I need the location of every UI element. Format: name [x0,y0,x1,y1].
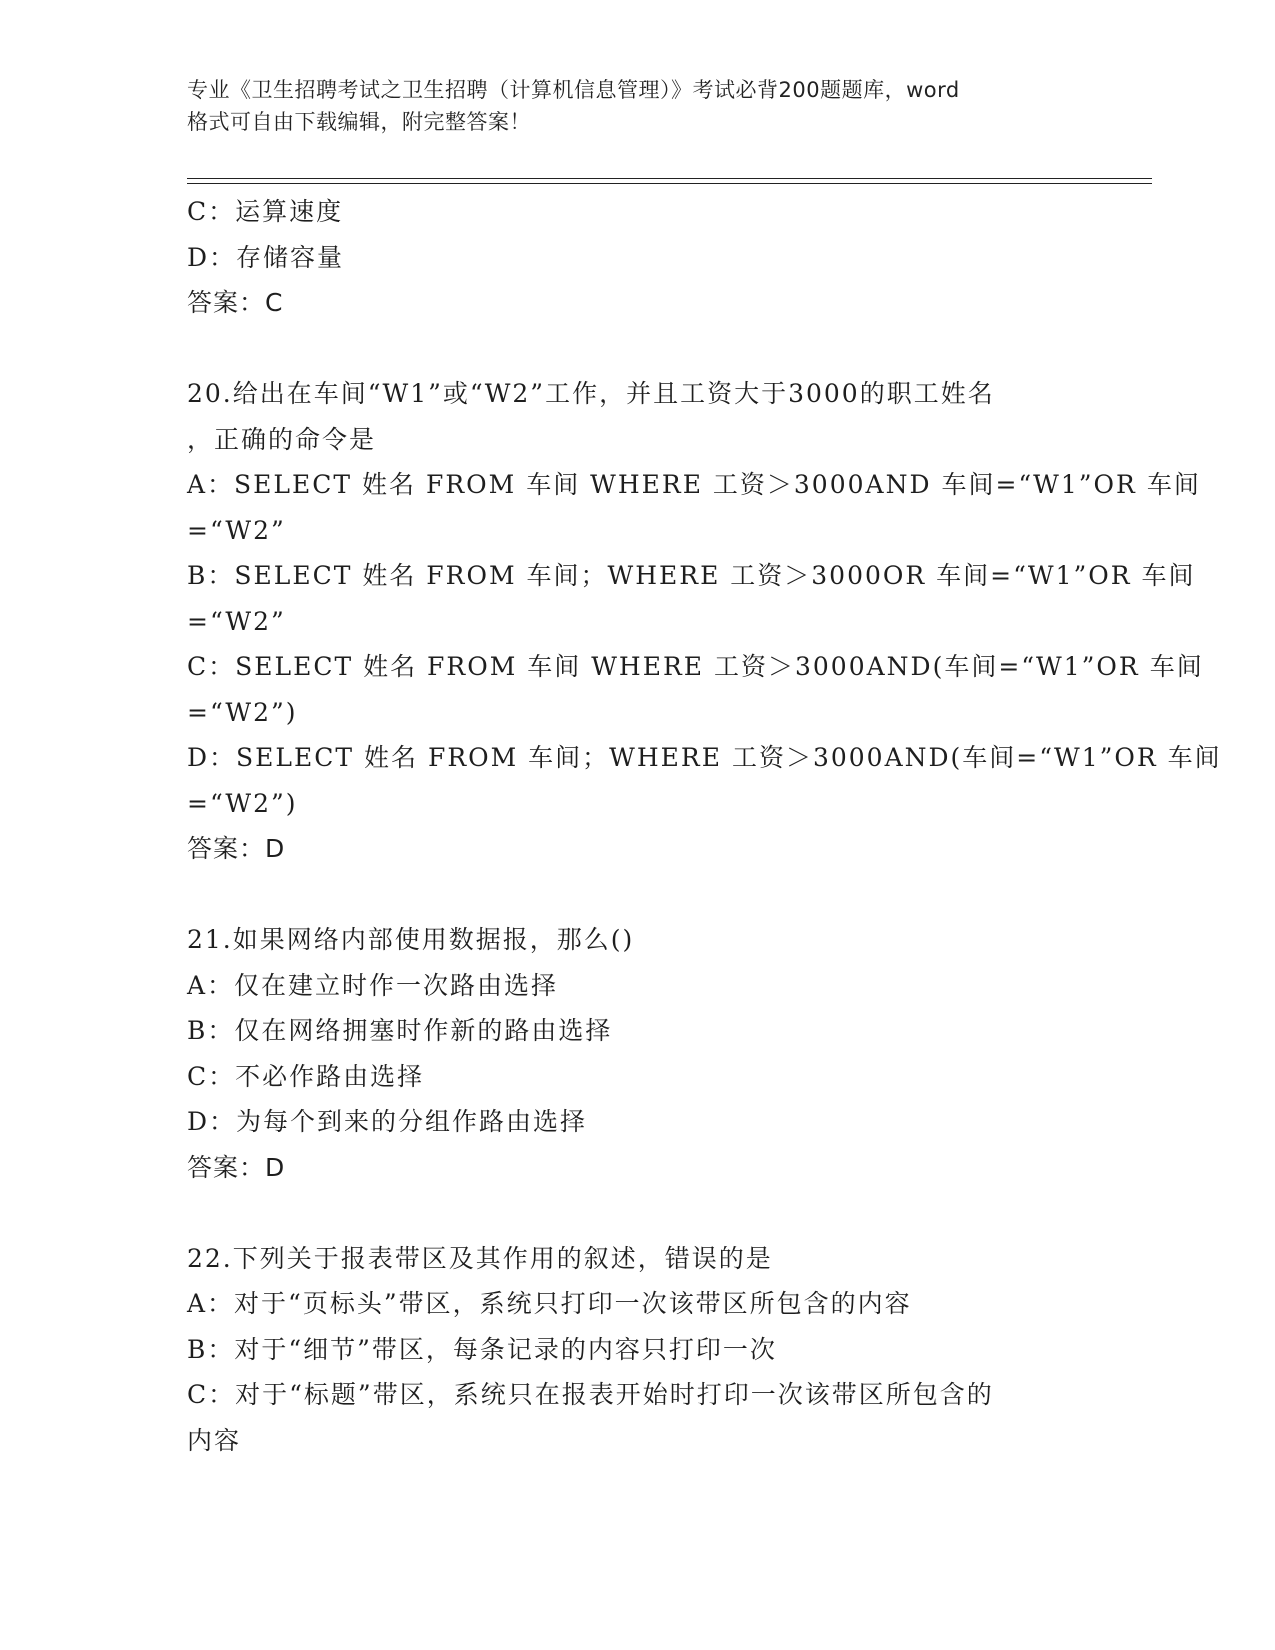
option-c: C：运算速度 [187,197,344,226]
question-19 [187,189,1087,326]
option-b: B：仅在网络拥塞时作新的路由选择 [187,1016,613,1045]
option-c: C：对于“标题”带区，系统只在报表开始时打印一次该带区所包含的 [187,1380,994,1409]
spacer [187,872,1087,918]
header-divider-bottom [187,183,1152,184]
option-d-continued: =“W2”) [187,788,298,818]
question-20 [187,371,1222,872]
header-line-1: 专业《卫生招聘考试之卫生招聘（计算机信息管理）》考试必背200题题库，word [187,78,960,102]
option-c-continued: =“W2”) [187,697,298,727]
header-divider-top [187,178,1152,179]
question-22 [187,1236,1087,1464]
option-d: D：为每个到来的分组作路由选择 [187,1107,588,1136]
question-21 [187,917,1087,1190]
option-a-continued: =“W2” [187,515,286,545]
option-b-continued: =“W2” [187,606,286,636]
question-stem: 20.给出在车间“W1”或“W2”工作，并且工资大于3000的职工姓名 [187,379,995,408]
question-content [187,189,1222,1463]
document-header [187,74,1087,138]
header-line-2: 格式可自由下载编辑，附完整答案！ [187,110,531,134]
option-c: C：不必作路由选择 [187,1061,425,1091]
spacer [187,1190,1087,1236]
question-stem: 22.下列关于报表带区及其作用的叙述，错误的是 [187,1243,773,1273]
option-b: B：对于“细节”带区，每条记录的内容只打印一次 [187,1334,777,1364]
option-a: A：仅在建立时作一次路由选择 [187,970,559,1000]
answer-line: 答案：D [187,834,286,863]
answer-line: 答案：D [187,1152,286,1182]
answer-line: 答案：C [187,288,284,317]
question-stem: 21.如果网络内部使用数据报，那么() [187,925,635,954]
option-d: D：存储容量 [187,242,345,272]
question-stem-continued: ，正确的命令是 [187,424,377,454]
option-a: A：SELECT 姓名 FROM 车间 WHERE 工资＞3000AND 车间=“W1”OR 车间 [187,470,1201,499]
option-c-continued: 内容 [187,1425,242,1455]
option-c: C：SELECT 姓名 FROM 车间 WHERE 工资＞3000AND(车间=“W1”OR 车间 [187,652,1204,681]
option-b: B：SELECT 姓名 FROM 车间；WHERE 工资＞3000OR 车间=“W1”OR 车间 [187,561,1196,590]
option-d: D：SELECT 姓名 FROM 车间；WHERE 工资＞3000AND(车间=“W1”OR 车间 [187,743,1222,772]
option-a: A：对于“页标头”带区，系统只打印一次该带区所包含的内容 [187,1289,912,1318]
spacer [187,326,1087,372]
